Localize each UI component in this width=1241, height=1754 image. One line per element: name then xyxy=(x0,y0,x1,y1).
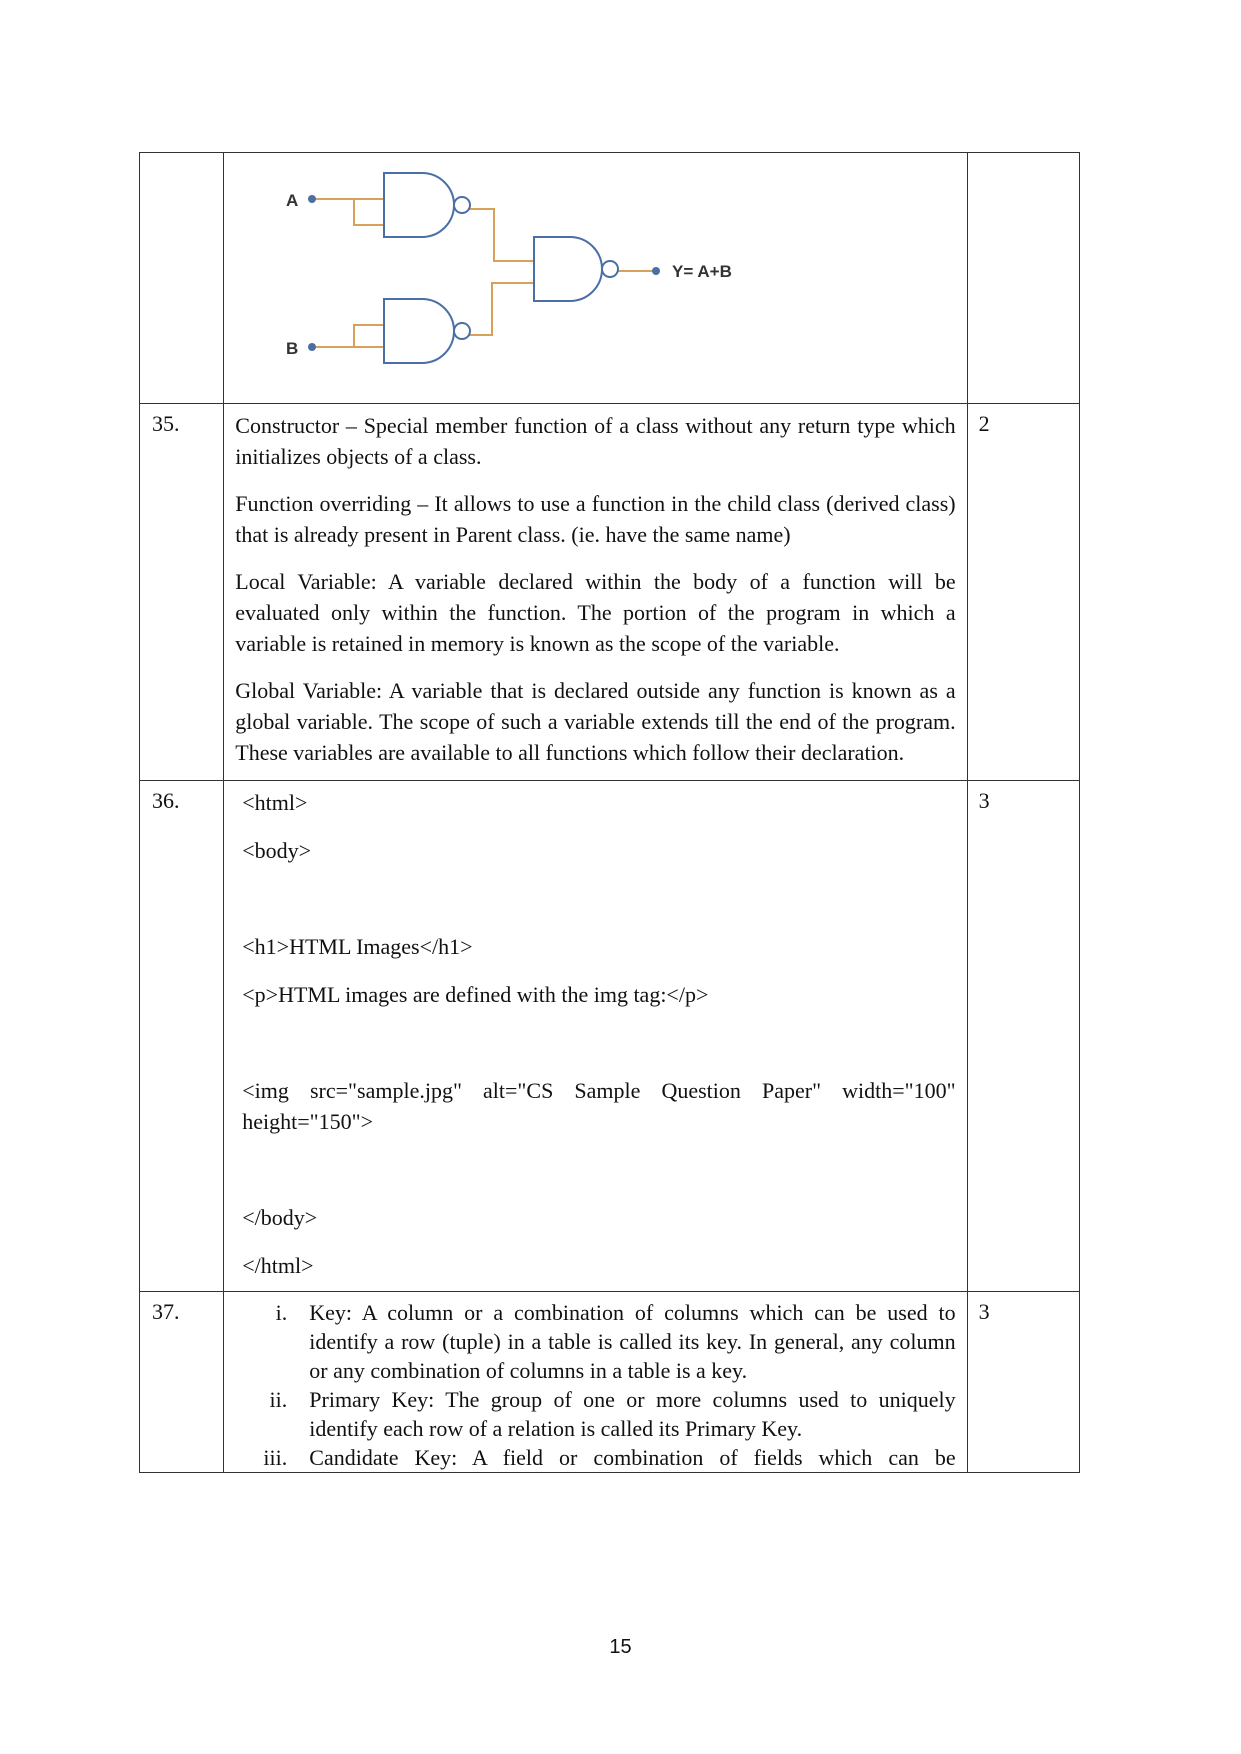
nand-gate-2 xyxy=(384,299,470,363)
diagram-marks-cell xyxy=(967,153,1079,404)
answer-row-36 xyxy=(140,781,1080,1292)
nand-gate-diagram xyxy=(224,153,965,403)
key-definitions-list xyxy=(224,1292,967,1473)
marks: 2 xyxy=(967,404,1079,781)
marks: 3 xyxy=(967,1292,1079,1473)
list-item xyxy=(235,1443,955,1472)
code-line: <img src="sample.jpg" alt="CS Sample Question Paper" width="100" height="150"> xyxy=(242,1078,956,1134)
code-line: <html> xyxy=(242,790,308,815)
input-b-dot xyxy=(308,343,316,351)
question-number: 36. xyxy=(140,781,224,1292)
constructor-definition: Constructor – Special member function of a class without any return type which initializes objects of a class. xyxy=(235,413,956,469)
question-number: 35. xyxy=(140,404,224,781)
code-line: </body> xyxy=(242,1205,318,1230)
global-variable-definition: Global Variable: A variable that is declared outside any function is known as a global variable. The scope of such a variable extends till the end of the program. These variables are available to all functions which follow their declaration. xyxy=(235,678,956,765)
page-number: 15 xyxy=(609,1636,632,1658)
answer-text xyxy=(224,404,967,781)
input-b-label: B xyxy=(286,339,299,358)
diagram-cell xyxy=(224,153,967,404)
local-variable-definition: Local Variable: A variable declared within the body of a function will be evaluated only within the function. The portion of the program in which a variable is retained in memory is known as the scope of the variable. xyxy=(235,569,956,656)
list-item-text: Candidate Key: A field or combination of fields which can be xyxy=(309,1445,956,1470)
nand-gate-1 xyxy=(384,173,470,237)
code-line: <body> xyxy=(242,838,312,863)
list-item-text: Key: A column or a combination of columns which can be used to identify a row (tuple) in a table is called its key. In general, any column or any combination of columns in a table is a key. xyxy=(309,1300,956,1383)
list-item xyxy=(235,1298,955,1385)
output-dot xyxy=(652,267,660,275)
list-marker: i. xyxy=(275,1300,288,1325)
list-item xyxy=(235,1385,955,1443)
output-label: Y= A+B xyxy=(672,262,733,281)
list-marker: iii. xyxy=(263,1445,288,1470)
html-code-answer xyxy=(224,781,967,1292)
answer-table xyxy=(139,152,1080,1473)
nand-gate-3 xyxy=(534,237,618,301)
list-item-text: Primary Key: The group of one or more columns used to uniquely identify each row of a relation is called its Primary Key. xyxy=(309,1387,956,1441)
input-a-dot xyxy=(308,195,316,203)
list-marker: ii. xyxy=(269,1387,288,1412)
function-overriding-definition: Function overriding – It allows to use a function in the child class (derived class) that is already present in Parent class. (ie. have the same name) xyxy=(235,491,956,547)
question-number: 37. xyxy=(140,1292,224,1473)
code-line: <p>HTML images are defined with the img tag:</p> xyxy=(242,982,709,1007)
code-line: <h1>HTML Images</h1> xyxy=(242,934,473,959)
answer-row-35 xyxy=(140,404,1080,781)
answer-row-37 xyxy=(140,1292,1080,1473)
diagram-row xyxy=(140,153,1080,404)
code-line: </html> xyxy=(242,1253,314,1278)
marks: 3 xyxy=(967,781,1079,1292)
input-a-label: A xyxy=(286,191,299,210)
diagram-number-cell xyxy=(140,153,224,404)
